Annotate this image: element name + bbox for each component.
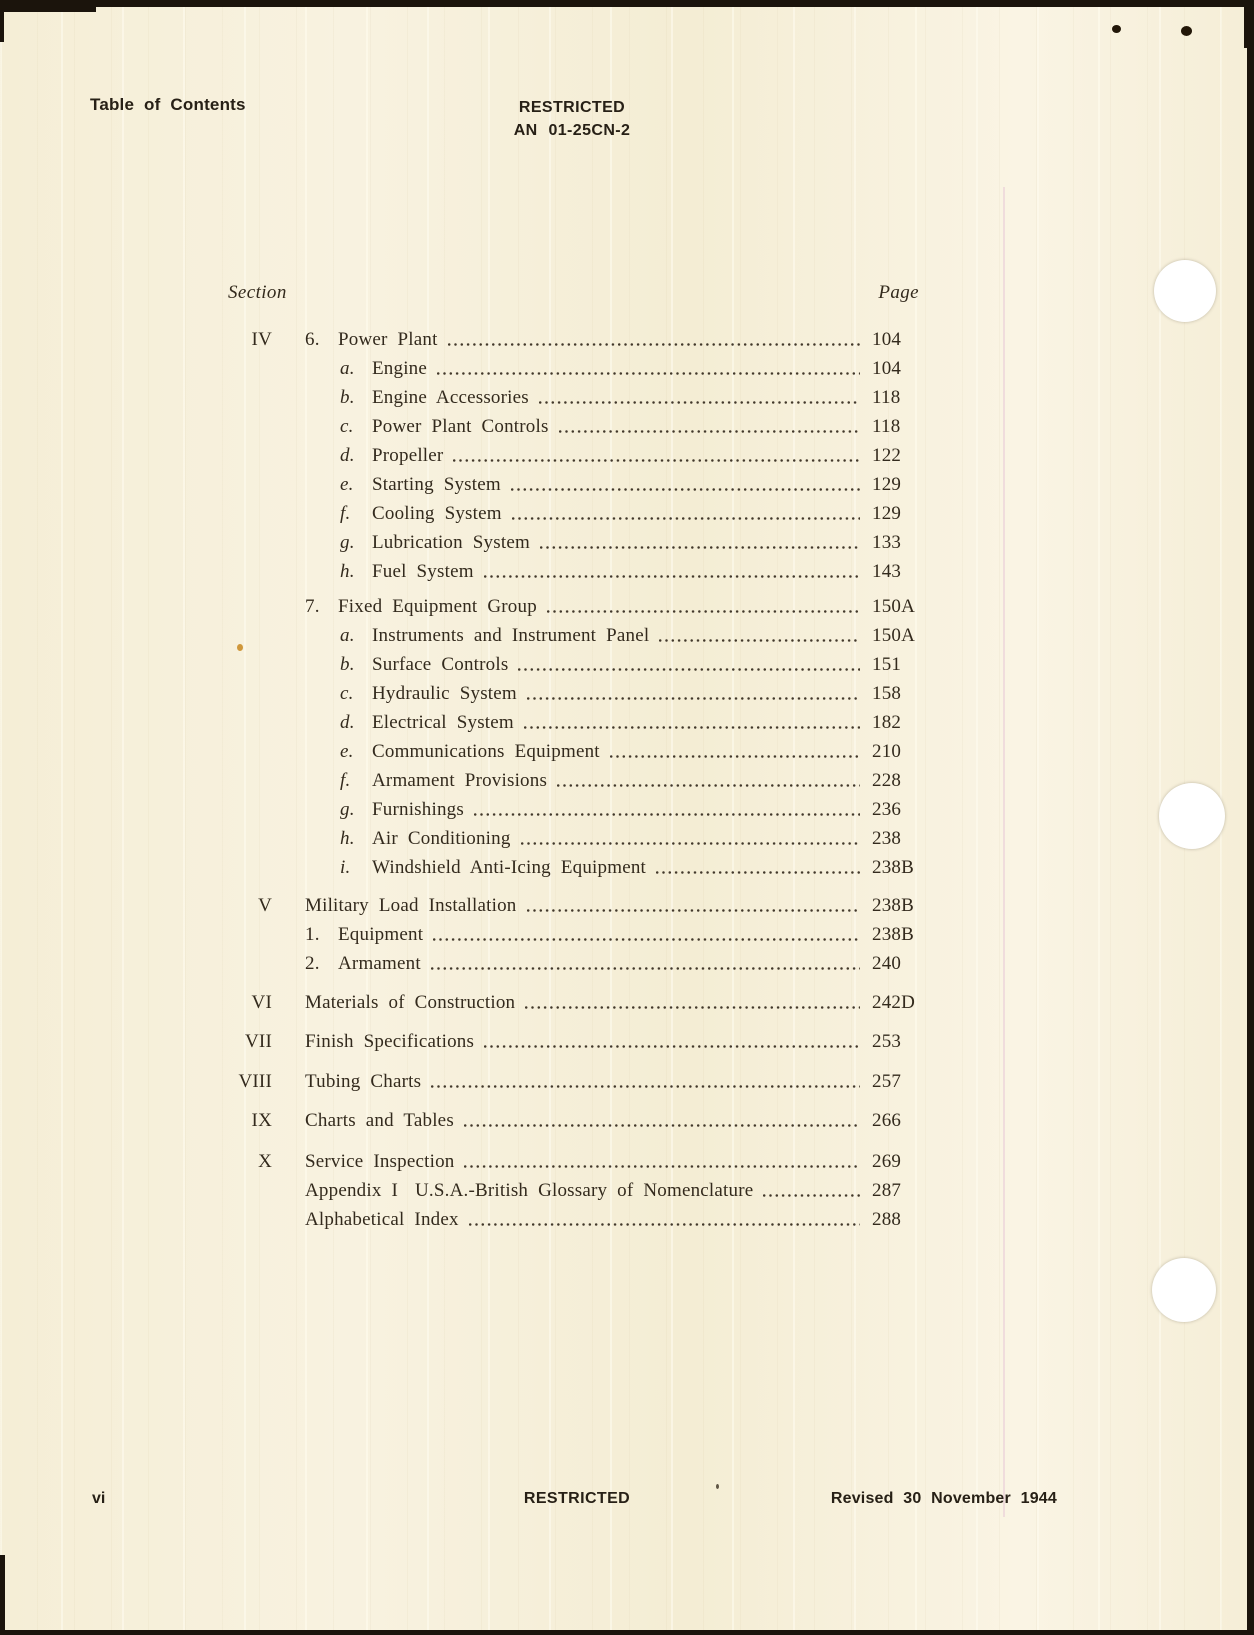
toc-entry <box>272 626 872 646</box>
dot-leader <box>525 1006 860 1009</box>
dot-leader <box>511 488 860 491</box>
toc-entry-page: 182 <box>872 712 902 733</box>
toc-row <box>197 1152 945 1172</box>
toc-entry <box>272 1032 872 1052</box>
toc-entry-page: 104 <box>872 358 902 379</box>
toc-section-numeral: VII <box>245 1031 272 1052</box>
toc-entry <box>272 446 872 466</box>
dot-leader <box>518 668 860 671</box>
toc-entry-title: Fuel System <box>372 561 474 582</box>
toc-entry-page: 269 <box>872 1151 902 1172</box>
toc-entry <box>272 330 872 350</box>
toc-entry-page: 228 <box>872 770 902 791</box>
dot-leader <box>464 1165 860 1168</box>
toc-row <box>197 993 945 1013</box>
toc-entry <box>272 1111 872 1131</box>
toc-entry-label: a. <box>340 625 355 646</box>
toc-entry-label: c. <box>340 416 354 437</box>
doc-number: AN 01-25CN-2 <box>513 122 631 139</box>
scan-edge-corner-topleft <box>0 0 96 12</box>
dot-leader <box>656 871 860 874</box>
toc-section-numeral: IV <box>251 329 272 350</box>
dot-leader <box>448 343 860 346</box>
toc-row <box>197 800 945 820</box>
toc-entry-title: Hydraulic System <box>372 683 517 704</box>
toc-entry <box>272 993 872 1013</box>
dot-leader <box>659 639 860 642</box>
toc-entry <box>272 597 872 617</box>
toc-entry-page: 118 <box>872 416 901 437</box>
toc-entry-page: 143 <box>872 561 902 582</box>
toc-entry-title: Windshield Anti-Icing Equipment <box>372 857 647 878</box>
toc-entry-title: Air Conditioning <box>372 828 511 849</box>
toc-row <box>197 504 945 524</box>
toc-entry-label: g. <box>340 799 355 820</box>
toc-row <box>197 359 945 379</box>
dot-leader <box>512 517 860 520</box>
toc-entry-page: 150A <box>872 625 916 646</box>
header-section-title: Table of Contents <box>90 95 246 114</box>
toc-row <box>197 954 945 974</box>
scan-edge-left-bottom <box>0 1555 5 1635</box>
scan-artifact-line <box>1003 187 1005 1517</box>
toc-entry-title: Alphabetical Index <box>305 1209 459 1230</box>
toc-entry-label: h. <box>340 561 355 582</box>
toc-entry-page: 266 <box>872 1110 902 1131</box>
toc-entry-label: h. <box>340 828 355 849</box>
toc-entry <box>272 655 872 675</box>
table-of-contents <box>197 283 945 1239</box>
toc-entry-title: Fixed Equipment Group <box>338 596 537 617</box>
scan-edge-bottom <box>0 1630 1254 1635</box>
toc-row <box>197 626 945 646</box>
toc-entry <box>272 954 872 974</box>
toc-entry-label: d. <box>340 712 355 733</box>
toc-entry <box>272 771 872 791</box>
toc-entry-title: Finish Specifications <box>305 1031 475 1052</box>
punch-hole <box>1159 783 1225 849</box>
dot-leader <box>547 610 860 613</box>
dot-leader <box>484 575 860 578</box>
toc-entry-title: Armament Provisions <box>372 770 548 791</box>
punch-hole <box>1152 1258 1216 1322</box>
toc-entry-title: Armament <box>338 953 421 974</box>
toc-section-numeral: VI <box>251 992 272 1013</box>
toc-entry-title: Cooling System <box>372 503 502 524</box>
toc-entry-title: Propeller <box>372 445 444 466</box>
toc-entry <box>272 417 872 437</box>
footer-revision-date: Revised 30 November 1944 <box>830 1490 1057 1507</box>
scan-edge-left-top <box>0 0 4 42</box>
toc-entry-label: i. <box>340 857 351 878</box>
toc-section-numeral: IX <box>251 1110 272 1131</box>
toc-entry-label: d. <box>340 445 355 466</box>
toc-entry-title: Power Plant Controls <box>372 416 549 437</box>
footer-page-number: vi <box>92 1490 106 1507</box>
toc-entry-label: b. <box>340 387 355 408</box>
toc-entry <box>272 800 872 820</box>
toc-entry-label: e. <box>340 741 354 762</box>
dot-leader <box>469 1223 860 1226</box>
toc-entry-page: 104 <box>872 329 902 350</box>
toc-entry <box>272 1210 872 1230</box>
scan-edge-corner-topright <box>1244 0 1254 48</box>
toc-entry <box>272 684 872 704</box>
dot-leader <box>559 430 860 433</box>
toc-entry-page: 129 <box>872 503 902 524</box>
toc-entry-title: Materials of Construction <box>305 992 516 1013</box>
dot-leader <box>527 697 860 700</box>
toc-entry <box>272 1072 872 1092</box>
dot-leader <box>484 1045 860 1048</box>
toc-entry-page: 238B <box>872 895 914 916</box>
dot-leader <box>431 1085 860 1088</box>
toc-entry-page: 150A <box>872 596 916 617</box>
toc-entry-title: Engine <box>372 358 428 379</box>
toc-row <box>197 684 945 704</box>
toc-entry-label: 6. <box>305 329 320 350</box>
toc-entry <box>272 829 872 849</box>
toc-entry-title: Charts and Tables <box>305 1110 454 1131</box>
header-classification-block <box>514 96 631 142</box>
toc-entry-title: Tubing Charts <box>305 1071 422 1092</box>
toc-entry-title: Equipment <box>338 924 424 945</box>
toc-entry-label: 7. <box>305 596 320 617</box>
toc-row <box>197 858 945 878</box>
toc-entry <box>272 925 872 945</box>
toc-entry-prefix: Appendix I <box>305 1180 399 1201</box>
toc-row <box>197 655 945 675</box>
toc-entry-page: 129 <box>872 474 902 495</box>
toc-entry-title: Military Load Installation <box>305 895 517 916</box>
toc-entry-title: Instruments and Instrument Panel <box>372 625 650 646</box>
toc-row <box>197 597 945 617</box>
toc-page-column-header: Page <box>878 282 919 303</box>
toc-row <box>197 1111 945 1131</box>
dot-leader <box>437 372 860 375</box>
toc-entry-title: Surface Controls <box>372 654 509 675</box>
toc-entry-title: Lubrication System <box>372 532 530 553</box>
toc-entry-title: Engine Accessories <box>372 387 529 408</box>
toc-row <box>197 829 945 849</box>
toc-entry-page: 118 <box>872 387 901 408</box>
dot-leader <box>521 842 860 845</box>
toc-entry-title: Power Plant <box>338 329 438 350</box>
dot-leader <box>524 726 860 729</box>
toc-entry <box>272 504 872 524</box>
dot-leader <box>610 755 860 758</box>
toc-entry-title: Communications Equipment <box>372 741 600 762</box>
toc-section-column-header: Section <box>228 282 287 303</box>
toc-entry-page: 133 <box>872 532 902 553</box>
toc-entry-page: 287 <box>872 1180 902 1201</box>
toc-entry <box>272 896 872 916</box>
toc-entry-page: 151 <box>872 654 902 675</box>
dot-leader <box>453 459 860 462</box>
toc-entry-page: 288 <box>872 1209 902 1230</box>
toc-entry-title: U.S.A.-British Glossary of Nomenclature <box>415 1180 754 1201</box>
toc-row <box>197 417 945 437</box>
toc-entry <box>272 1152 872 1172</box>
toc-entry-label: 2. <box>305 953 320 974</box>
paper-speck <box>237 644 243 651</box>
toc-row <box>197 533 945 553</box>
dot-leader <box>539 401 860 404</box>
toc-entry <box>272 1181 872 1201</box>
dot-leader <box>540 546 860 549</box>
toc-entry <box>272 562 872 582</box>
toc-entry-page: 238B <box>872 924 914 945</box>
toc-entry <box>272 742 872 762</box>
scan-edge-top <box>0 0 1254 7</box>
toc-entry-page: 158 <box>872 683 902 704</box>
toc-row <box>197 1072 945 1092</box>
toc-row <box>197 771 945 791</box>
toc-row <box>197 896 945 916</box>
toc-column-headers <box>197 283 945 303</box>
dot-leader <box>557 784 860 787</box>
dot-leader <box>431 967 860 970</box>
toc-row <box>197 1210 945 1230</box>
toc-row <box>197 713 945 733</box>
toc-entry-page: 236 <box>872 799 902 820</box>
dot-leader <box>474 813 860 816</box>
toc-entry-page: 238 <box>872 828 902 849</box>
toc-entry-page: 253 <box>872 1031 902 1052</box>
toc-row <box>197 388 945 408</box>
dot-leader <box>763 1194 860 1197</box>
toc-entry-label: c. <box>340 683 354 704</box>
toc-row <box>197 925 945 945</box>
toc-entry-label: g. <box>340 532 355 553</box>
toc-row <box>197 475 945 495</box>
toc-entry-title: Service Inspection <box>305 1151 455 1172</box>
dot-leader <box>433 938 860 941</box>
toc-entry-label: a. <box>340 358 355 379</box>
toc-entry-label: 1. <box>305 924 320 945</box>
punch-hole <box>1154 260 1216 322</box>
toc-entry <box>272 359 872 379</box>
toc-entry <box>272 388 872 408</box>
footer-classification: RESTRICTED <box>523 1490 631 1507</box>
toc-entry <box>272 713 872 733</box>
toc-entry-page: 242D <box>872 992 916 1013</box>
toc-entry-page: 122 <box>872 445 902 466</box>
toc-row <box>197 742 945 762</box>
ink-blot <box>1112 25 1121 33</box>
toc-row <box>197 446 945 466</box>
paper-page <box>0 7 1247 1630</box>
dot-leader <box>527 909 861 912</box>
toc-entry-label: f. <box>340 770 351 791</box>
toc-entry <box>272 533 872 553</box>
toc-entry-page: 240 <box>872 953 902 974</box>
toc-rows <box>197 330 945 1230</box>
toc-entry <box>272 858 872 878</box>
dot-leader <box>464 1124 860 1127</box>
toc-section-numeral: X <box>258 1151 272 1172</box>
toc-entry-title: Furnishings <box>372 799 464 820</box>
toc-entry <box>272 475 872 495</box>
toc-section-numeral: V <box>258 895 272 916</box>
toc-section-numeral: VIII <box>238 1071 272 1092</box>
scan-edge-right <box>1247 0 1254 1635</box>
toc-entry-label: b. <box>340 654 355 675</box>
toc-entry-page: 210 <box>872 741 902 762</box>
classification-label: RESTRICTED <box>518 99 626 116</box>
ink-blot <box>1181 26 1192 36</box>
toc-entry-label: e. <box>340 474 354 495</box>
toc-row <box>197 330 945 350</box>
toc-entry-label: f. <box>340 503 351 524</box>
toc-row <box>197 1032 945 1052</box>
toc-entry-title: Electrical System <box>372 712 514 733</box>
paper-speck <box>716 1484 719 1489</box>
toc-row <box>197 1181 945 1201</box>
toc-row <box>197 562 945 582</box>
toc-entry-page: 257 <box>872 1071 902 1092</box>
toc-entry-page: 238B <box>872 857 914 878</box>
toc-entry-title: Starting System <box>372 474 501 495</box>
